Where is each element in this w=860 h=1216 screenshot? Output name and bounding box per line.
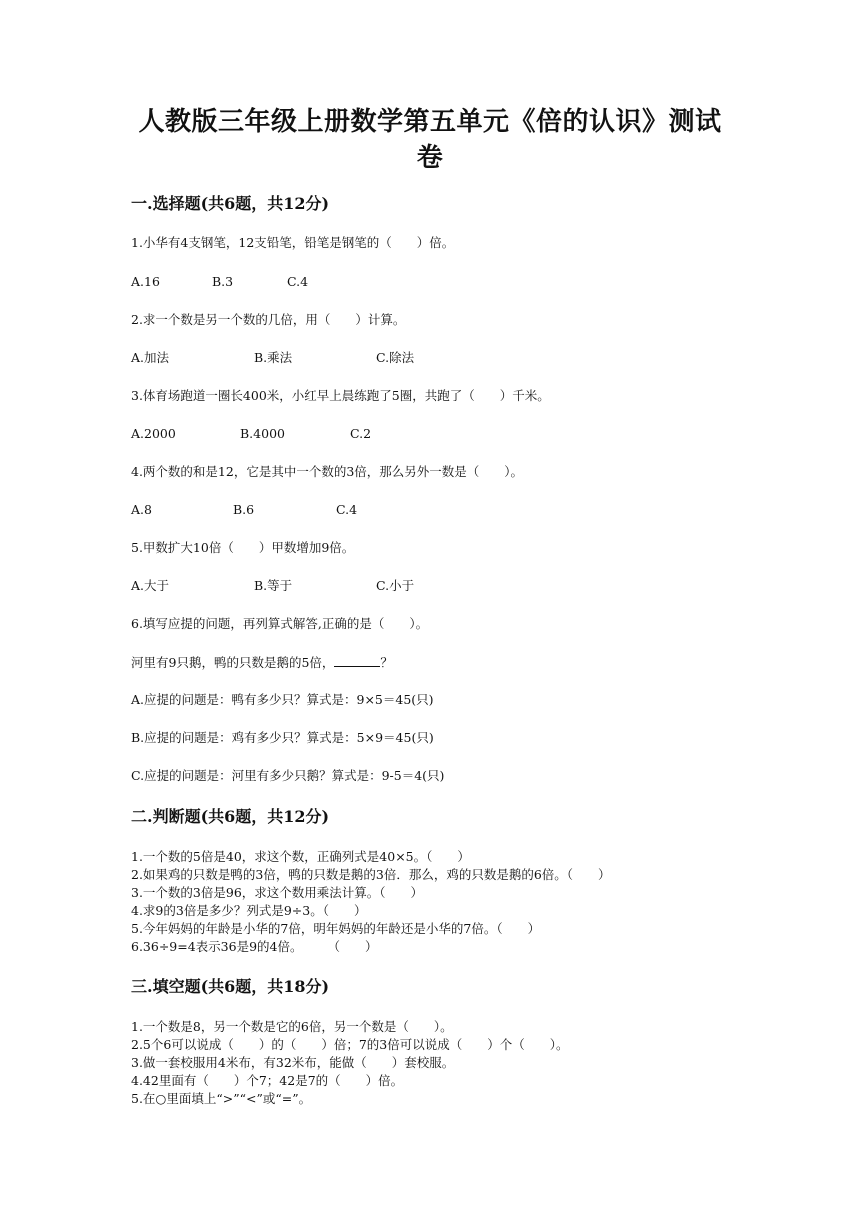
judgment-item: 2.如果鸡的只数是鸭的3倍，鸭的只数是鹅的3倍．那么，鸡的只数是鹅的6倍。（ ）	[131, 867, 611, 882]
page-title-line-2: 卷	[416, 143, 444, 173]
option-c: C.4	[287, 274, 309, 289]
option-c: C.2	[350, 426, 372, 441]
judgment-item: 3.一个数的3倍是96，求这个数用乘法计算。（ ）	[131, 885, 424, 900]
option-a: A.8	[131, 502, 152, 517]
option-b: B.应提的问题是：鸡有多少只？算式是：5×9＝45(只)	[131, 730, 434, 745]
option-a: A.大于	[131, 578, 170, 593]
question-stem	[131, 654, 393, 671]
fill-item: 2.5个6可以说成（ ）的（ ）倍；7的3倍可以说成（ ）个（ ）。	[131, 1037, 569, 1052]
page-title-line-1: 人教版三年级上册数学第五单元《倍的认识》测试	[138, 107, 722, 137]
stem-end: ？	[380, 655, 393, 670]
option-c: C.小于	[376, 578, 415, 593]
option-a: A.2000	[131, 426, 176, 441]
stem-text: 河里有9只鹅，鸭的只数是鹅的5倍，	[131, 655, 335, 670]
option-b: B.3	[212, 274, 234, 289]
option-b: B.6	[233, 502, 255, 517]
option-b: B.4000	[240, 426, 285, 441]
question-text: 1.小华有4支钢笔，12支铅笔，铅笔是钢笔的（ ）倍。	[131, 235, 455, 250]
question-text: 3.体育场跑道一圈长400米，小红早上晨练跑了5圈，共跑了（ ）千米。	[131, 388, 550, 403]
option-c: C.应提的问题是：河里有多少只鹅？算式是：9-5＝4(只)	[131, 768, 445, 783]
fill-item: 3.做一套校服用4米布，有32米布，能做（ ）套校服。	[131, 1055, 455, 1070]
judgment-item: 1.一个数的5倍是40，求这个数，正确列式是40×5。（ ）	[131, 849, 470, 864]
option-b: B.乘法	[254, 350, 293, 365]
fill-item: 1.一个数是8，另一个数是它的6倍，另一个数是（ ）。	[131, 1019, 453, 1034]
option-c: C.除法	[376, 350, 415, 365]
page-title	[130, 104, 730, 176]
fill-item: 5.在○里面填上“>”“<”或“=”。	[131, 1091, 312, 1106]
option-a: A.应提的问题是：鸭有多少只？算式是：9×5＝45(只)	[131, 692, 434, 707]
question-text: 6.填写应提的问题，再列算式解答,正确的是（ ）。	[131, 616, 429, 631]
section-heading-choice: 一.选择题(共6题，共12分)	[131, 194, 330, 213]
fill-item: 4.42里面有（ ）个7；42是7的（ ）倍。	[131, 1073, 404, 1088]
judgment-item: 4.求9的3倍是多少？列式是9÷3。（ ）	[131, 903, 367, 918]
judgment-item: 5.今年妈妈的年龄是小华的7倍，明年妈妈的年龄还是小华的7倍。（ ）	[131, 921, 541, 936]
section-heading-judgment: 二.判断题(共6题，共12分)	[131, 807, 330, 826]
question-text: 2.求一个数是另一个数的几倍，用（ ）计算。	[131, 312, 406, 327]
option-b: B.等于	[254, 578, 293, 593]
option-c: C.4	[336, 502, 358, 517]
option-a: A.加法	[131, 350, 170, 365]
section-heading-fill: 三.填空题(共6题，共18分)	[131, 977, 330, 996]
option-a: A.16	[131, 274, 160, 289]
answer-blank	[334, 654, 380, 667]
question-text: 5.甲数扩大10倍（ ）甲数增加9倍。	[131, 540, 355, 555]
question-text: 4.两个数的和是12，它是其中一个数的3倍，那么另外一数是（ ）。	[131, 464, 524, 479]
judgment-item: 6.36÷9=4表示36是9的4倍。 （ ）	[131, 939, 378, 954]
